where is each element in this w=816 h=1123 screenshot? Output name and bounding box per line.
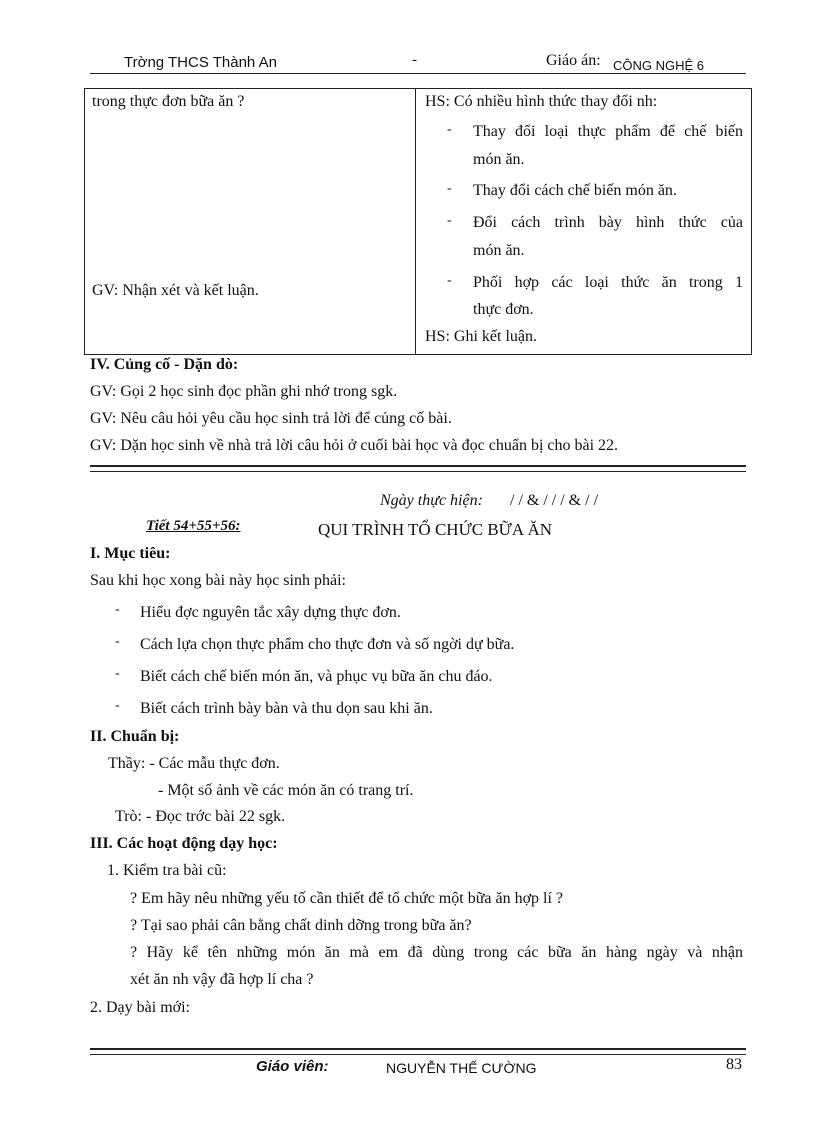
- student-bullet-4-line-1: Phối hợp các loại thức ăn trong 1: [473, 274, 743, 291]
- bullet-mark: -: [447, 213, 452, 228]
- section4-line-3: GV: Dặn học sinh về nhà trả lời câu hỏi ở cuối bài học và đọc chuẩn bị cho bài 22.: [90, 437, 619, 454]
- section4-line-1: GV: Gọi 2 học sinh đọc phần ghi nhớ trong sgk.: [90, 383, 398, 400]
- bullet-mark: -: [447, 181, 452, 196]
- objective-3: Biết cách chế biến món ăn, và phục vụ bữa ăn chu đáo.: [140, 668, 493, 685]
- teacher-name: NGUYỄN THẾ CƯỜNG: [386, 1060, 537, 1076]
- teacher-label: Giáo viên:: [256, 1058, 329, 1075]
- lesson-plan-label: Giáo án:: [546, 52, 601, 69]
- date-label: Ngày thực hiện:: [380, 492, 483, 509]
- student-intro: HS: Có nhiều hình thức thay đổi nh:: [425, 93, 658, 110]
- bullet-mark: -: [115, 666, 120, 681]
- prep-teacher-1: Thầy: - Các mẫu thực đơn.: [108, 755, 280, 772]
- review-question-1: ? Em hãy nêu những yếu tố cần thiết để tổ chức một bữa ăn hợp lí ?: [130, 890, 564, 907]
- objective-4: Biết cách trình bày bàn và thu dọn sau khi ăn.: [140, 700, 433, 717]
- header-dash: -: [412, 52, 417, 68]
- section1-title: I. Mục tiêu:: [90, 545, 171, 562]
- student-bullet-3-line-2: món ăn.: [473, 242, 525, 259]
- footer-rule: [90, 1048, 746, 1055]
- date-value: / / & / / / & / /: [510, 492, 599, 509]
- bullet-mark: -: [115, 698, 120, 713]
- review-heading: 1. Kiểm tra bài cũ:: [107, 862, 227, 879]
- prep-student: Trò: - Đọc trớc bài 22 sgk.: [115, 808, 286, 825]
- bullet-mark: -: [447, 273, 452, 288]
- student-bullet-1-line-1: Thay đổi loại thực phẩm để chế biến: [473, 123, 743, 140]
- lesson-title: QUI TRÌNH TỔ CHỨC BỮA ĂN: [318, 520, 553, 539]
- prep-teacher-2: - Một số ảnh về các món ăn có trang trí.: [158, 782, 414, 799]
- section3-title: III. Các hoạt động dạy học:: [90, 835, 278, 852]
- review-question-3-line-2: xét ăn nh vậy đã hợp lí cha ?: [130, 971, 314, 988]
- student-conclusion: HS: Ghi kết luận.: [425, 328, 537, 345]
- review-question-3-line-1: ? Hãy kể tên những món ăn mà em đã dùng trong các bữa ăn hàng ngày và nhận: [130, 944, 743, 961]
- section4-line-2: GV: Nêu câu hỏi yêu cầu học sinh trả lời để củng cố bài.: [90, 410, 452, 427]
- page-number: 83: [726, 1056, 742, 1073]
- section1-intro: Sau khi học xong bài này học sinh phải:: [90, 572, 346, 589]
- subject-name: CÔNG NGHỆ 6: [613, 58, 705, 73]
- student-column: [416, 89, 752, 355]
- review-question-2: ? Tại sao phải cân bằng chất dinh dỡng trong bữa ăn?: [130, 917, 472, 934]
- table-gv-conclusion: GV: Nhận xét và kết luận.: [92, 282, 259, 299]
- student-bullet-2: Thay đổi cách chế biến món ăn.: [473, 182, 677, 199]
- new-lesson-heading: 2. Dạy bài mới:: [90, 999, 190, 1016]
- teacher-column: [85, 89, 416, 355]
- objective-2: Cách lựa chọn thực phẩm cho thực đơn và số ngời dự bữa.: [140, 636, 515, 653]
- student-bullet-4-line-2: thực đơn.: [473, 301, 534, 318]
- section-divider: [90, 465, 746, 472]
- student-bullet-3-line-1: Đổi cách trình bày hình thức của: [473, 214, 743, 231]
- activity-table: [84, 88, 752, 355]
- section4-title: IV. Củng cố - Dặn dò:: [90, 356, 239, 373]
- lesson-number: Tiết 54+55+56:: [146, 518, 241, 534]
- bullet-mark: -: [115, 634, 120, 649]
- student-bullet-1-line-2: món ăn.: [473, 151, 525, 168]
- section2-title: II. Chuẩn bị:: [90, 728, 180, 745]
- objective-1: Hiểu đợc nguyên tắc xây dựng thực đơn.: [140, 604, 401, 621]
- header-rule: [90, 73, 746, 74]
- bullet-mark: -: [447, 122, 452, 137]
- school-name: Trờng THCS Thành An: [124, 54, 277, 71]
- bullet-mark: -: [115, 602, 120, 617]
- table-question: trong thực đơn bữa ăn ?: [92, 93, 245, 110]
